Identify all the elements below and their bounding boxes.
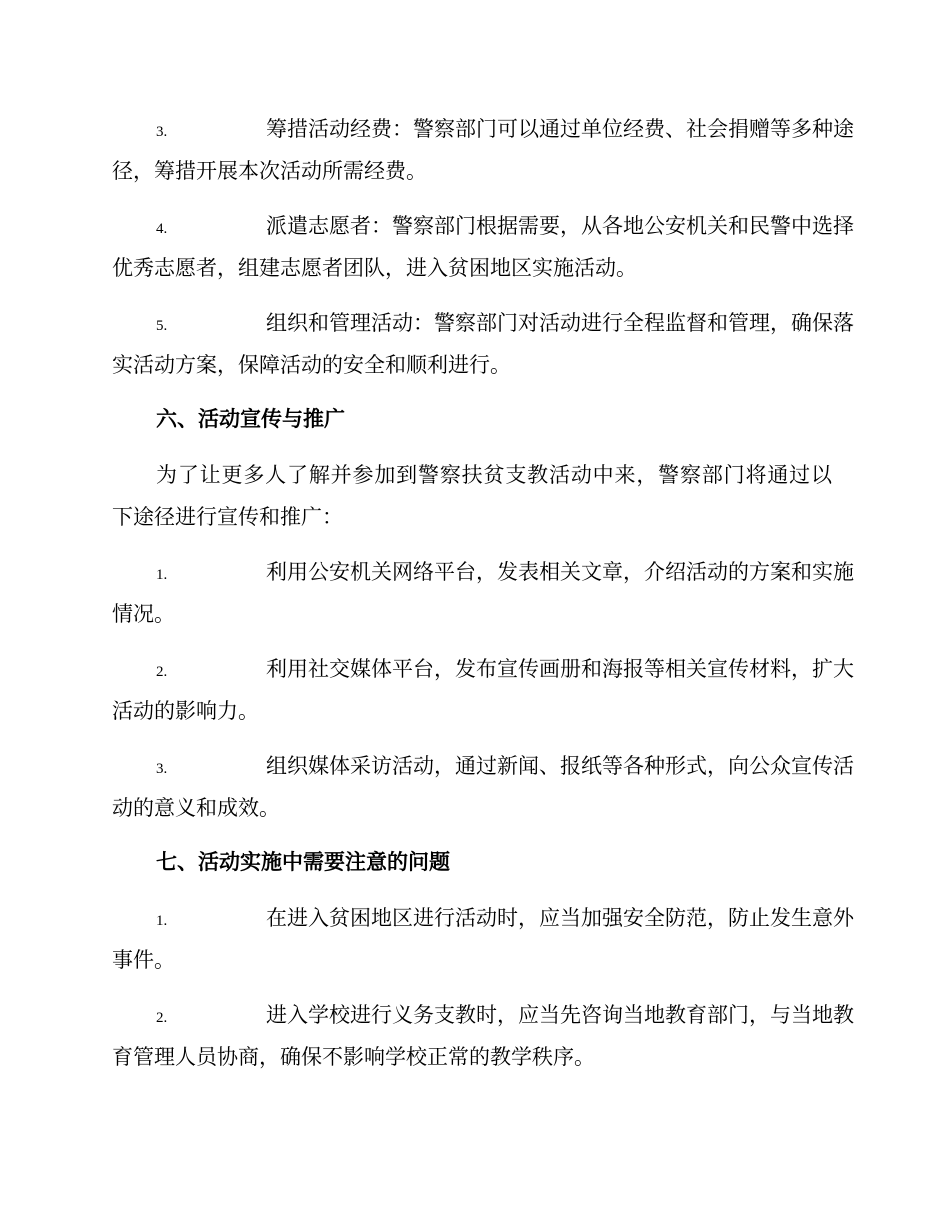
- paragraph: [112, 454, 832, 538]
- list-item-first-line: [112, 302, 854, 344]
- section-heading: [112, 841, 832, 883]
- list-item-first-line: [112, 897, 854, 939]
- list-item-number: 5.: [156, 318, 168, 334]
- list-item-text: 筹措活动经费：警察部门可以通过单位经费、社会捐赠等多种途: [266, 117, 854, 141]
- list-item-continuation: 优秀志愿者，组建志愿者团队，进入贫困地区实施活动。: [112, 256, 637, 280]
- list-item-number: 2.: [156, 664, 168, 680]
- list-item: [112, 108, 854, 192]
- list-item-text: 组织和管理活动：警察部门对活动进行全程监督和管理，确保落: [266, 311, 854, 335]
- list-item-first-line: [112, 745, 854, 787]
- list-item-number: 1.: [156, 567, 168, 583]
- list-item-first-line: [112, 108, 854, 150]
- list-item-text: 在进入贫困地区进行活动时，应当加强安全防范，防止发生意外: [266, 906, 854, 930]
- list-item-number: 3.: [156, 124, 168, 140]
- list-item-number: 4.: [156, 221, 168, 237]
- list-item-text: 利用公安机关网络平台，发表相关文章，介绍活动的方案和实施: [266, 560, 854, 584]
- list-item-continuation: 情况。: [112, 602, 175, 626]
- list-item-first-line: [112, 994, 854, 1036]
- list-item-number: 2.: [156, 1010, 168, 1026]
- list-item-continuation: 动的意义和成效。: [112, 796, 280, 820]
- list-item: [112, 205, 854, 289]
- list-item-text: 组织媒体采访活动，通过新闻、报纸等各种形式，向公众宣传活: [266, 754, 854, 778]
- list-item-first-line: [112, 648, 854, 690]
- list-item: [112, 994, 854, 1078]
- paragraph-continuation: 下途径进行宣传和推广：: [112, 505, 343, 529]
- list-item-continuation: 育管理人员协商，确保不影响学校正常的教学秩序。: [112, 1045, 595, 1069]
- section-heading: [112, 398, 832, 440]
- list-item-first-line: [112, 551, 854, 593]
- list-item: [112, 745, 854, 829]
- list-item: [112, 648, 854, 732]
- list-item: [112, 551, 854, 635]
- paragraph-first-line: 为了让更多人了解并参加到警察扶贫支教活动中来，警察部门将通过以: [156, 463, 832, 487]
- section-heading-text: 六、活动宣传与推广: [156, 406, 345, 431]
- list-item-text: 利用社交媒体平台，发布宣传画册和海报等相关宣传材料，扩大: [266, 657, 854, 681]
- list-item-number: 3.: [156, 761, 168, 777]
- list-item-number: 1.: [156, 913, 168, 929]
- list-item: [112, 302, 854, 386]
- list-item-text: 进入学校进行义务支教时，应当先咨询当地教育部门，与当地教: [266, 1003, 854, 1027]
- list-item: [112, 897, 854, 981]
- section-heading-text: 七、活动实施中需要注意的问题: [156, 849, 450, 874]
- list-item-continuation: 径，筹措开展本次活动所需经费。: [112, 159, 427, 183]
- list-item-continuation: 事件。: [112, 948, 175, 972]
- list-item-text: 派遣志愿者：警察部门根据需要，从各地公安机关和民警中选择: [266, 214, 854, 238]
- list-item-continuation: 活动的影响力。: [112, 699, 259, 723]
- list-item-continuation: 实活动方案，保障活动的安全和顺利进行。: [112, 353, 511, 377]
- list-item-first-line: [112, 205, 854, 247]
